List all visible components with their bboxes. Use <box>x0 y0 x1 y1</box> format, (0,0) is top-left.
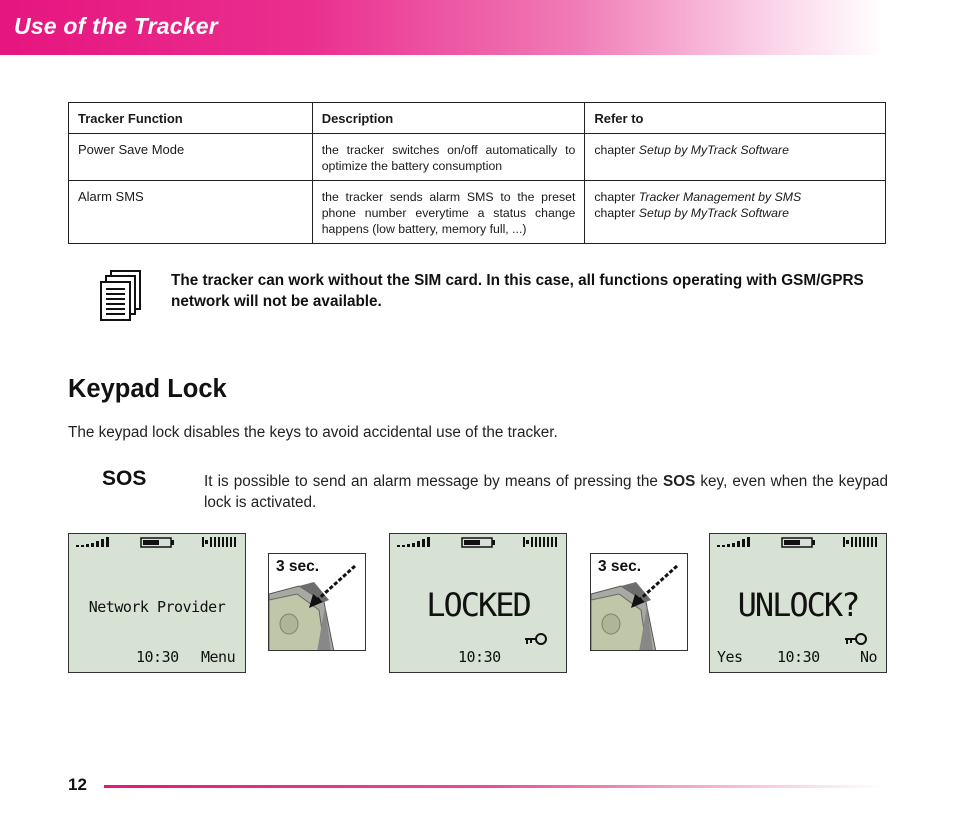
refer-line <box>594 142 876 158</box>
table-header-row <box>69 103 886 134</box>
refer-line <box>594 205 876 221</box>
table-cell-refer <box>585 134 886 181</box>
signal-strength-icon <box>717 537 750 547</box>
lcd-time: 10:30 <box>458 648 501 666</box>
lcd-center-text: LOCKED <box>426 586 530 624</box>
table-row <box>69 181 886 244</box>
signal-strength-icon <box>76 537 109 547</box>
status-bar-icons <box>69 534 247 554</box>
press-sos-photo <box>590 553 688 651</box>
lcd-screen-unlock <box>709 533 887 673</box>
table-cell-description: the tracker switches on/off automatically to optimize the battery consumption <box>312 134 585 181</box>
press-duration-label: 3 sec. <box>598 558 642 575</box>
refer-chapter-title: Tracker Management by SMS <box>638 190 802 204</box>
refer-prefix: chapter <box>594 190 639 204</box>
column-header-refer: Refer to <box>585 103 886 134</box>
footer-accent-line <box>104 785 882 788</box>
status-bar-icons <box>710 534 888 554</box>
section-title: Keypad Lock <box>68 375 227 403</box>
table-cell-description: the tracker sends alarm SMS to the preset phone number everytime a status change happens (low battery, memory full, ...) <box>312 181 585 244</box>
sos-label: SOS <box>102 467 147 490</box>
lcd-time: 10:30 <box>136 648 179 666</box>
lcd-right-softkey: No <box>860 648 878 666</box>
section-intro: The keypad lock disables the keys to avoid accidental use of the tracker. <box>68 424 558 441</box>
status-bar-icons <box>390 534 568 554</box>
sos-text-bold: SOS <box>663 473 696 490</box>
table-cell-function: Power Save Mode <box>69 134 313 181</box>
memory-icon <box>843 537 877 547</box>
lcd-center-text: UNLOCK? <box>737 586 859 624</box>
key-lock-icon <box>524 632 548 646</box>
lcd-screen-network <box>68 533 246 673</box>
note-text: The tracker can work without the SIM card. In this case, all functions operating with GSM/GPRS network will not be available. <box>171 272 864 310</box>
memory-icon <box>202 537 236 547</box>
page-number: 12 <box>68 775 87 794</box>
refer-prefix: chapter <box>594 143 639 157</box>
refer-prefix: chapter <box>594 206 639 220</box>
battery-icon <box>462 538 495 547</box>
table-cell-function: Alarm SMS <box>69 181 313 244</box>
memory-icon <box>523 537 557 547</box>
table-cell-refer <box>585 181 886 244</box>
lcd-screen-locked <box>389 533 567 673</box>
signal-strength-icon <box>397 537 430 547</box>
battery-icon <box>782 538 815 547</box>
table-row <box>69 134 886 181</box>
page-header-title: Use of the Tracker <box>14 13 218 39</box>
refer-line <box>594 189 876 205</box>
battery-icon <box>141 538 174 547</box>
sos-text-part: It is possible to send an alarm message by means of pressing the <box>204 473 663 490</box>
lcd-time: 10:30 <box>777 648 820 666</box>
tracker-function-table <box>68 102 886 244</box>
key-lock-icon <box>844 632 868 646</box>
refer-chapter-title: Setup by MyTrack Software <box>638 206 789 220</box>
lcd-center-text: Network Provider <box>88 598 226 616</box>
lcd-left-softkey: Yes <box>717 648 743 666</box>
lcd-right-softkey: Menu <box>201 648 236 666</box>
refer-chapter-title: Setup by MyTrack Software <box>638 143 789 157</box>
sos-text-part: key, even when the keypad lock is activated. <box>204 473 889 511</box>
sos-description <box>204 471 888 513</box>
note-pages-icon <box>100 270 142 322</box>
column-header-function: Tracker Function <box>69 103 313 134</box>
column-header-description: Description <box>312 103 585 134</box>
press-duration-label: 3 sec. <box>276 558 320 575</box>
press-sos-photo <box>268 553 366 651</box>
